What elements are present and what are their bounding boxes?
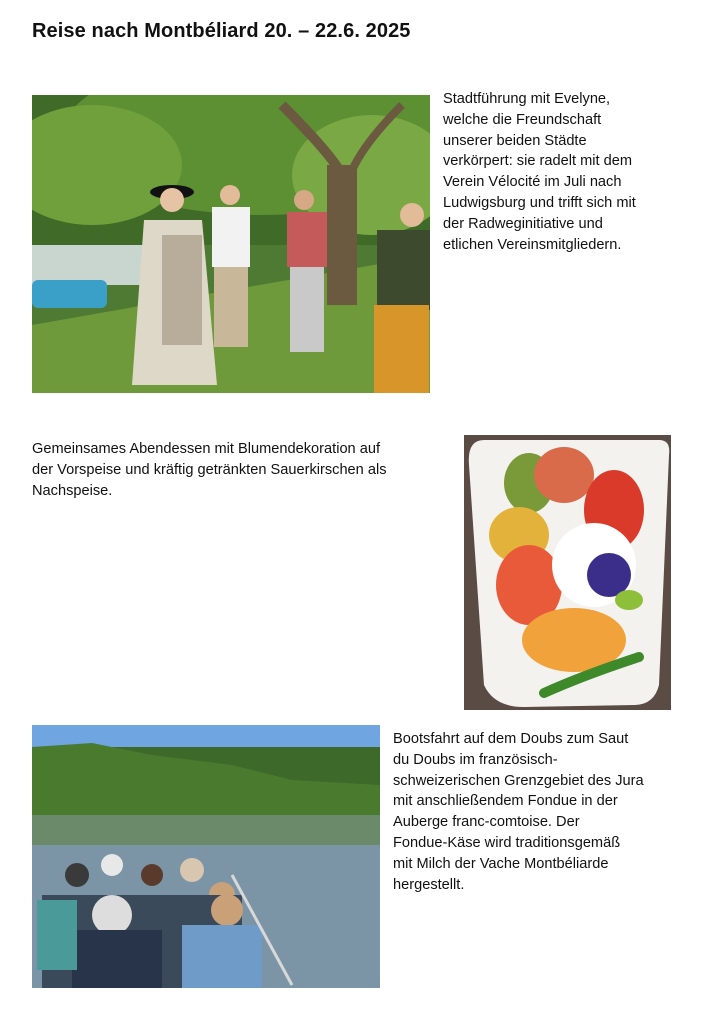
page-title: Reise nach Montbéliard 20. – 22.6. 2025 <box>32 20 411 42</box>
section-text-city-tour: Stadtführung mit Evelyne, welche die Freundschaft unserer beiden Städte verkörpert: sie radelt mit dem Verein Vélocité im Juli nach Ludwigsburg und trifft sich mit der Radweginitiative und etlichen Vereinsmitgliedern. <box>443 91 636 253</box>
photo-boat-trip <box>32 725 380 988</box>
section-text-boat-trip: Bootsfahrt auf dem Doubs zum Saut du Doubs im französisch- schweizerischen Grenzgebiet des Jura mit anschließendem Fondue in der Auberge franc-comtoise. Der Fondue-Käse wird traditionsgemäß mit Milch der Vache Montbéliarde hergestellt. <box>393 731 644 893</box>
photo-dinner-plate <box>464 435 671 710</box>
section-text-dinner: Gemeinsames Abendessen mit Blumendekoration auf der Vorspeise und kräftig getränkten Sauerkirschen als Nachspeise. <box>32 441 387 499</box>
photo-city-tour <box>32 95 430 393</box>
